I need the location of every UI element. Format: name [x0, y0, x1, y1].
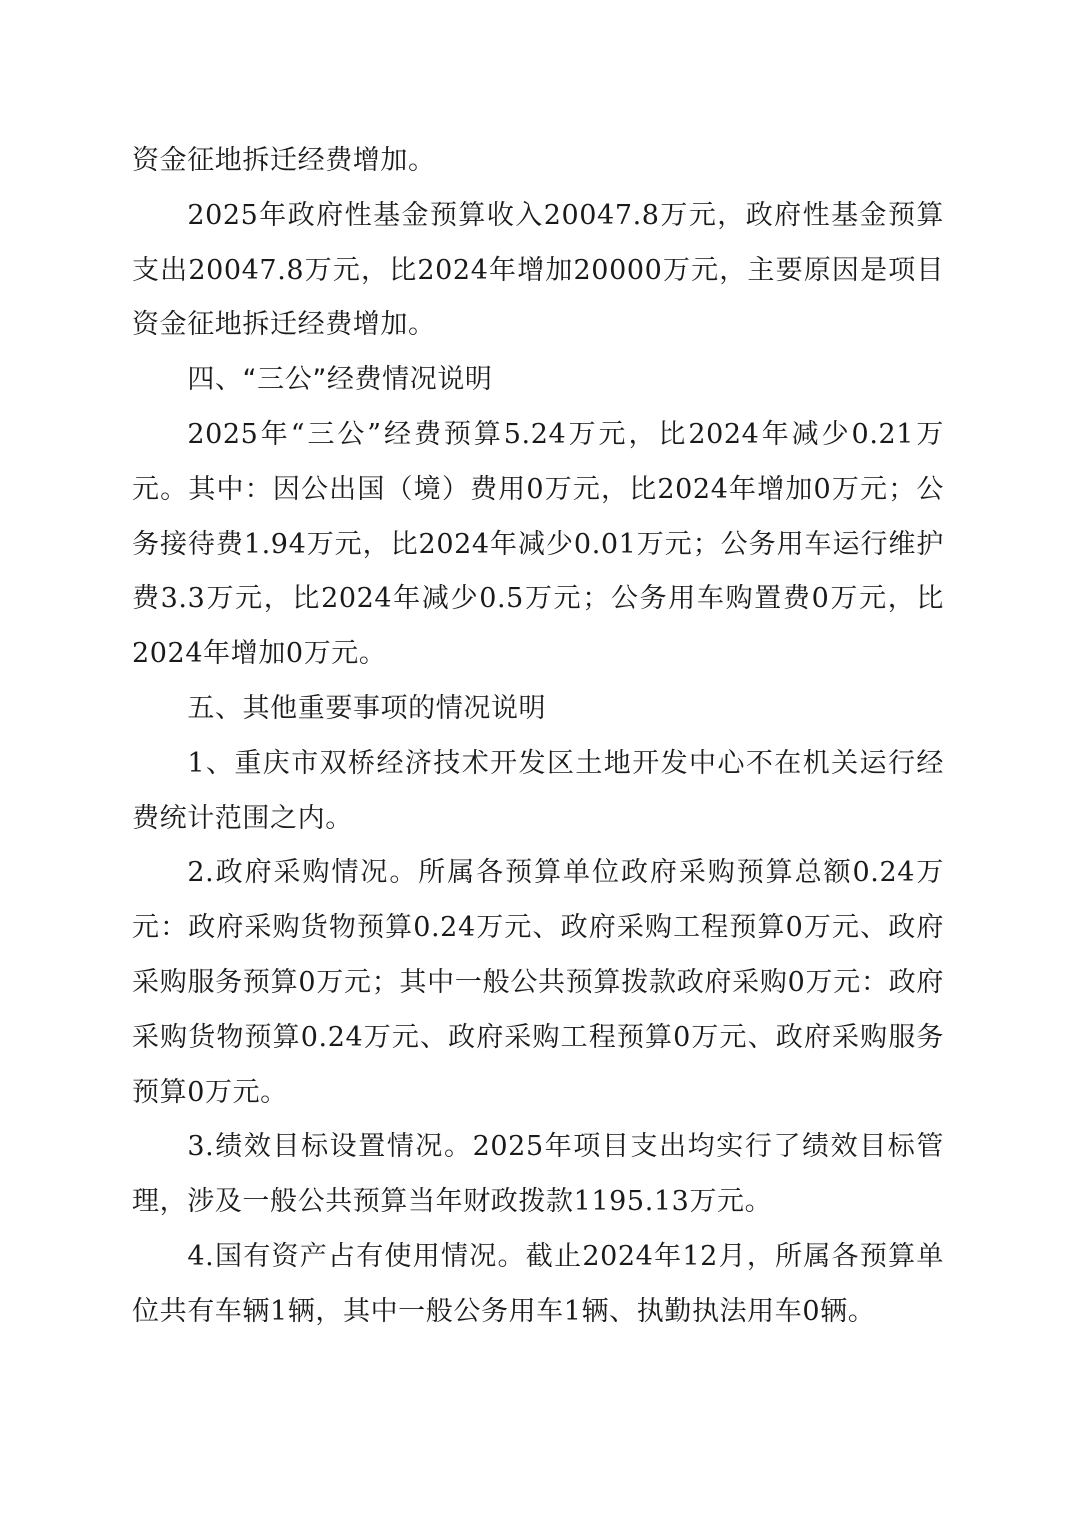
document-body	[132, 134, 944, 1340]
paragraph-performance-targets: 3.绩效目标设置情况。2025年项目支出均实行了绩效目标管理，涉及一般公共预算当年财政拨款1195.13万元。	[132, 1131, 944, 1218]
paragraph-government-procurement: 2.政府采购情况。所属各预算单位政府采购预算总额0.24万元：政府采购货物预算0.24万元、政府采购工程预算0万元、政府采购服务预算0万元；其中一般公共预算拨款政府采购0万元：政府采购货物预算0.24万元、政府采购工程预算0万元、政府采购服务预算0万元。	[132, 857, 944, 1108]
paragraph-government-fund-budget: 2025年政府性基金预算收入20047.8万元，政府性基金预算支出20047.8万元，比2024年增加20000万元，主要原因是项目资金征地拆迁经费增加。	[132, 199, 944, 341]
paragraph-three-public-expenses: 2025年“三公”经费预算5.24万元，比2024年减少0.21万元。其中：因公出国（境）费用0万元，比2024年增加0万元；公务接待费1.94万元，比2024年减少0.01万元；公务用车运行维护费3.3万元，比2024年减少0.5万元；公务用车购置费0万元，比2024年增加0万元。	[132, 418, 944, 670]
paragraph-continuation: 资金征地拆迁经费增加。	[132, 145, 436, 176]
section-heading-three-public-expenses: 四、“三公”经费情况说明	[187, 364, 493, 396]
paragraph-operating-expenses-scope: 1、重庆市双桥经济技术开发区土地开发中心不在机关运行经费统计范围之内。	[132, 747, 944, 834]
paragraph-state-assets: 4.国有资产占有使用情况。截止2024年12月，所属各预算单位共有车辆1辆，其中一般公务用车1辆、执勤执法用车0辆。	[132, 1240, 944, 1327]
section-heading-other-matters: 五、其他重要事项的情况说明	[187, 692, 547, 724]
